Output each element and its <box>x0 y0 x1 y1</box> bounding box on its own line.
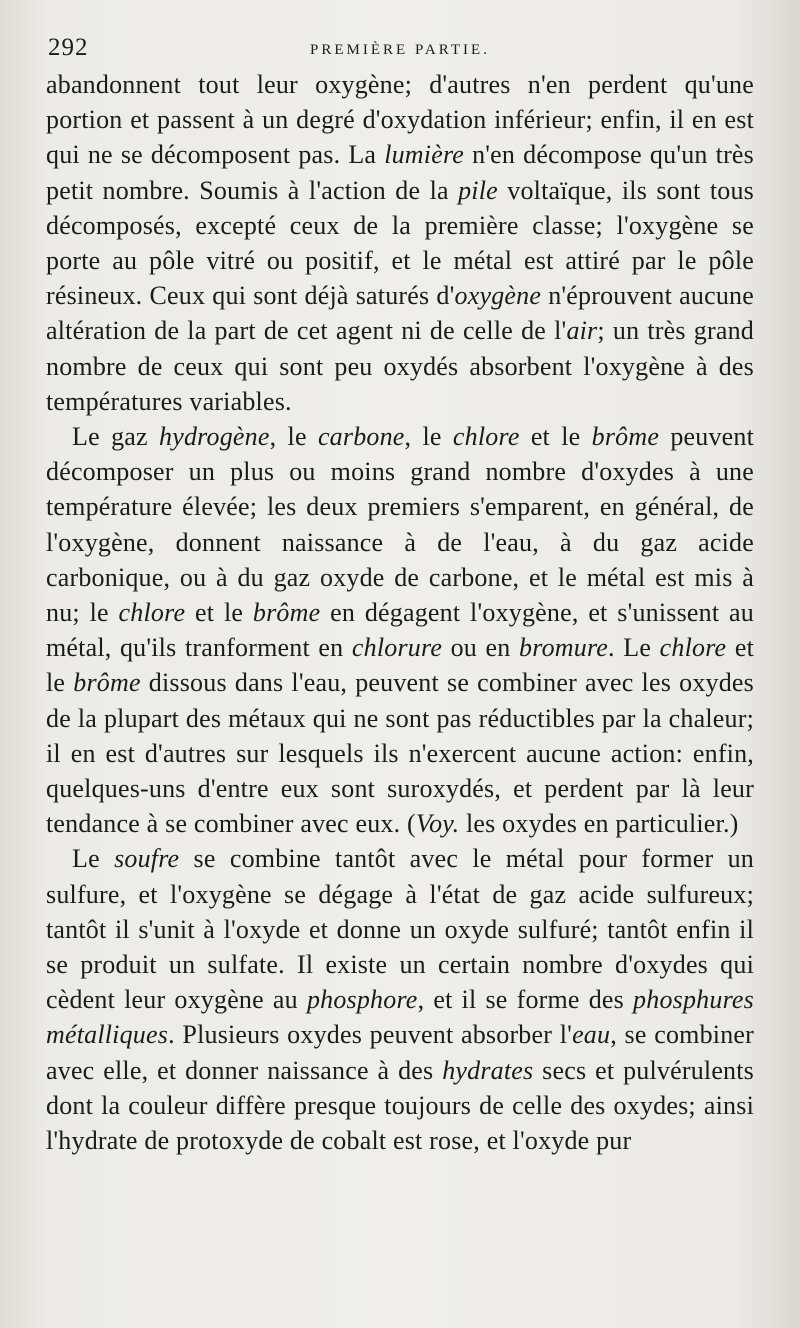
running-head <box>46 34 754 64</box>
paragraph-2 <box>46 419 754 841</box>
text-run: Le <box>72 844 115 874</box>
text-run: les oxydes en particulier.) <box>459 809 739 839</box>
text-run: dissous dans l'eau, peuvent se combiner avec les oxydes de la plupart des métaux qui ne sont pas réductibles par la chaleur; il en est d'autres sur lesquels ils n'exercent aucune action: enfin, quelques-uns d'entre eux sont suroxydés, et perdent par là leur tendance à se combiner avec eux. ( <box>46 668 754 839</box>
italic-term: hydrates <box>442 1055 534 1085</box>
text-run: , le <box>269 422 318 452</box>
italic-term: bromure <box>519 633 609 663</box>
text-run: , le <box>404 422 453 452</box>
italic-term: oxygène <box>454 281 542 311</box>
text-run: en dégagent l'oxygène, et s'unissent au métal, qu'ils tranforment en <box>46 598 754 663</box>
paragraph-1 <box>46 67 754 419</box>
italic-term: soufre <box>114 844 180 874</box>
text-run: et le <box>185 598 253 628</box>
text-run: abandonnent tout leur oxygène; d'autres n'en perdent qu'une portion et passent à un degré d'oxydation inférieur; enfin, il en est qui ne se décomposent pas. La <box>46 70 754 170</box>
text-run: et le <box>46 633 754 698</box>
italic-term: chlore <box>452 422 520 452</box>
italic-term: phosphures métalliques <box>46 985 754 1050</box>
text-run: Le gaz <box>72 422 159 452</box>
italic-term: eau <box>572 1020 611 1050</box>
italic-term: phosphore <box>306 985 418 1015</box>
text-run: , se combiner avec elle, et donner naissance à des <box>46 1020 755 1085</box>
text-run: voltaïque, ils sont tous décomposés, excepté ceux de la première classe; l'oxygène se porte au pôle vitré ou positif, et le métal est attiré par le pôle résineux. Ceux qui sont déjà saturés d' <box>46 175 754 311</box>
italic-term: brôme <box>73 668 141 698</box>
body-text <box>46 67 754 1158</box>
italic-term: brôme <box>252 598 321 628</box>
text-run: ; un très grand nombre de ceux qui sont peu oxydés absorbent l'oxygène à des températures variables. <box>46 316 754 416</box>
running-title: PREMIÈRE PARTIE. <box>310 42 490 58</box>
italic-term: lumière <box>384 140 465 170</box>
italic-term: air <box>566 316 598 346</box>
text-run: . Le <box>608 633 660 663</box>
text-run: peuvent décomposer un plus ou moins grand nombre d'oxydes à une température élevée; les deux premiers s'emparent, en général, de l'oxygène, donnent naissance à de l'eau, à du gaz acide carbonique, ou à du gaz oxyde de carbone, et le métal est mis à nu; le <box>46 422 755 628</box>
italic-term: chlore <box>659 633 727 663</box>
text-run: . Plusieurs oxydes peuvent absorber l' <box>168 1020 573 1050</box>
paragraph-3 <box>46 841 754 1158</box>
text-run: ou en <box>442 633 520 663</box>
italic-term: chlorure <box>351 633 443 663</box>
italic-term: brôme <box>591 422 660 452</box>
text-run: , et il se forme des <box>417 985 634 1015</box>
italic-term: chlore <box>118 598 186 628</box>
italic-term: hydrogène <box>159 422 270 452</box>
text-run: n'en décompose qu'un très petit nombre. Soumis à l'action de la <box>46 140 754 205</box>
italic-term: pile <box>458 175 498 205</box>
italic-term: Voy. <box>415 809 460 839</box>
text-run: se combine tantôt avec le métal pour former un sulfure, et l'oxygène se dégage à l'état de gaz acide sulfureux; tantôt il s'unit à l'oxyde et donne un oxyde sulfuré; tantôt enfin il se produit un sulfate. Il existe un certain nombre d'oxydes qui cèdent leur oxygène au <box>46 844 754 1015</box>
text-run: et le <box>519 422 592 452</box>
text-run: n'éprouvent aucune altération de la part de cet agent ni de celle de l' <box>46 281 754 346</box>
text-run: secs et pulvérulents dont la couleur diffère presque toujours de celle des oxydes; ainsi l'hydrate de protoxyde de cobalt est rose, et l'oxyde pur <box>46 1055 755 1156</box>
italic-term: carbone <box>317 422 405 452</box>
page-number: 292 <box>48 34 89 61</box>
